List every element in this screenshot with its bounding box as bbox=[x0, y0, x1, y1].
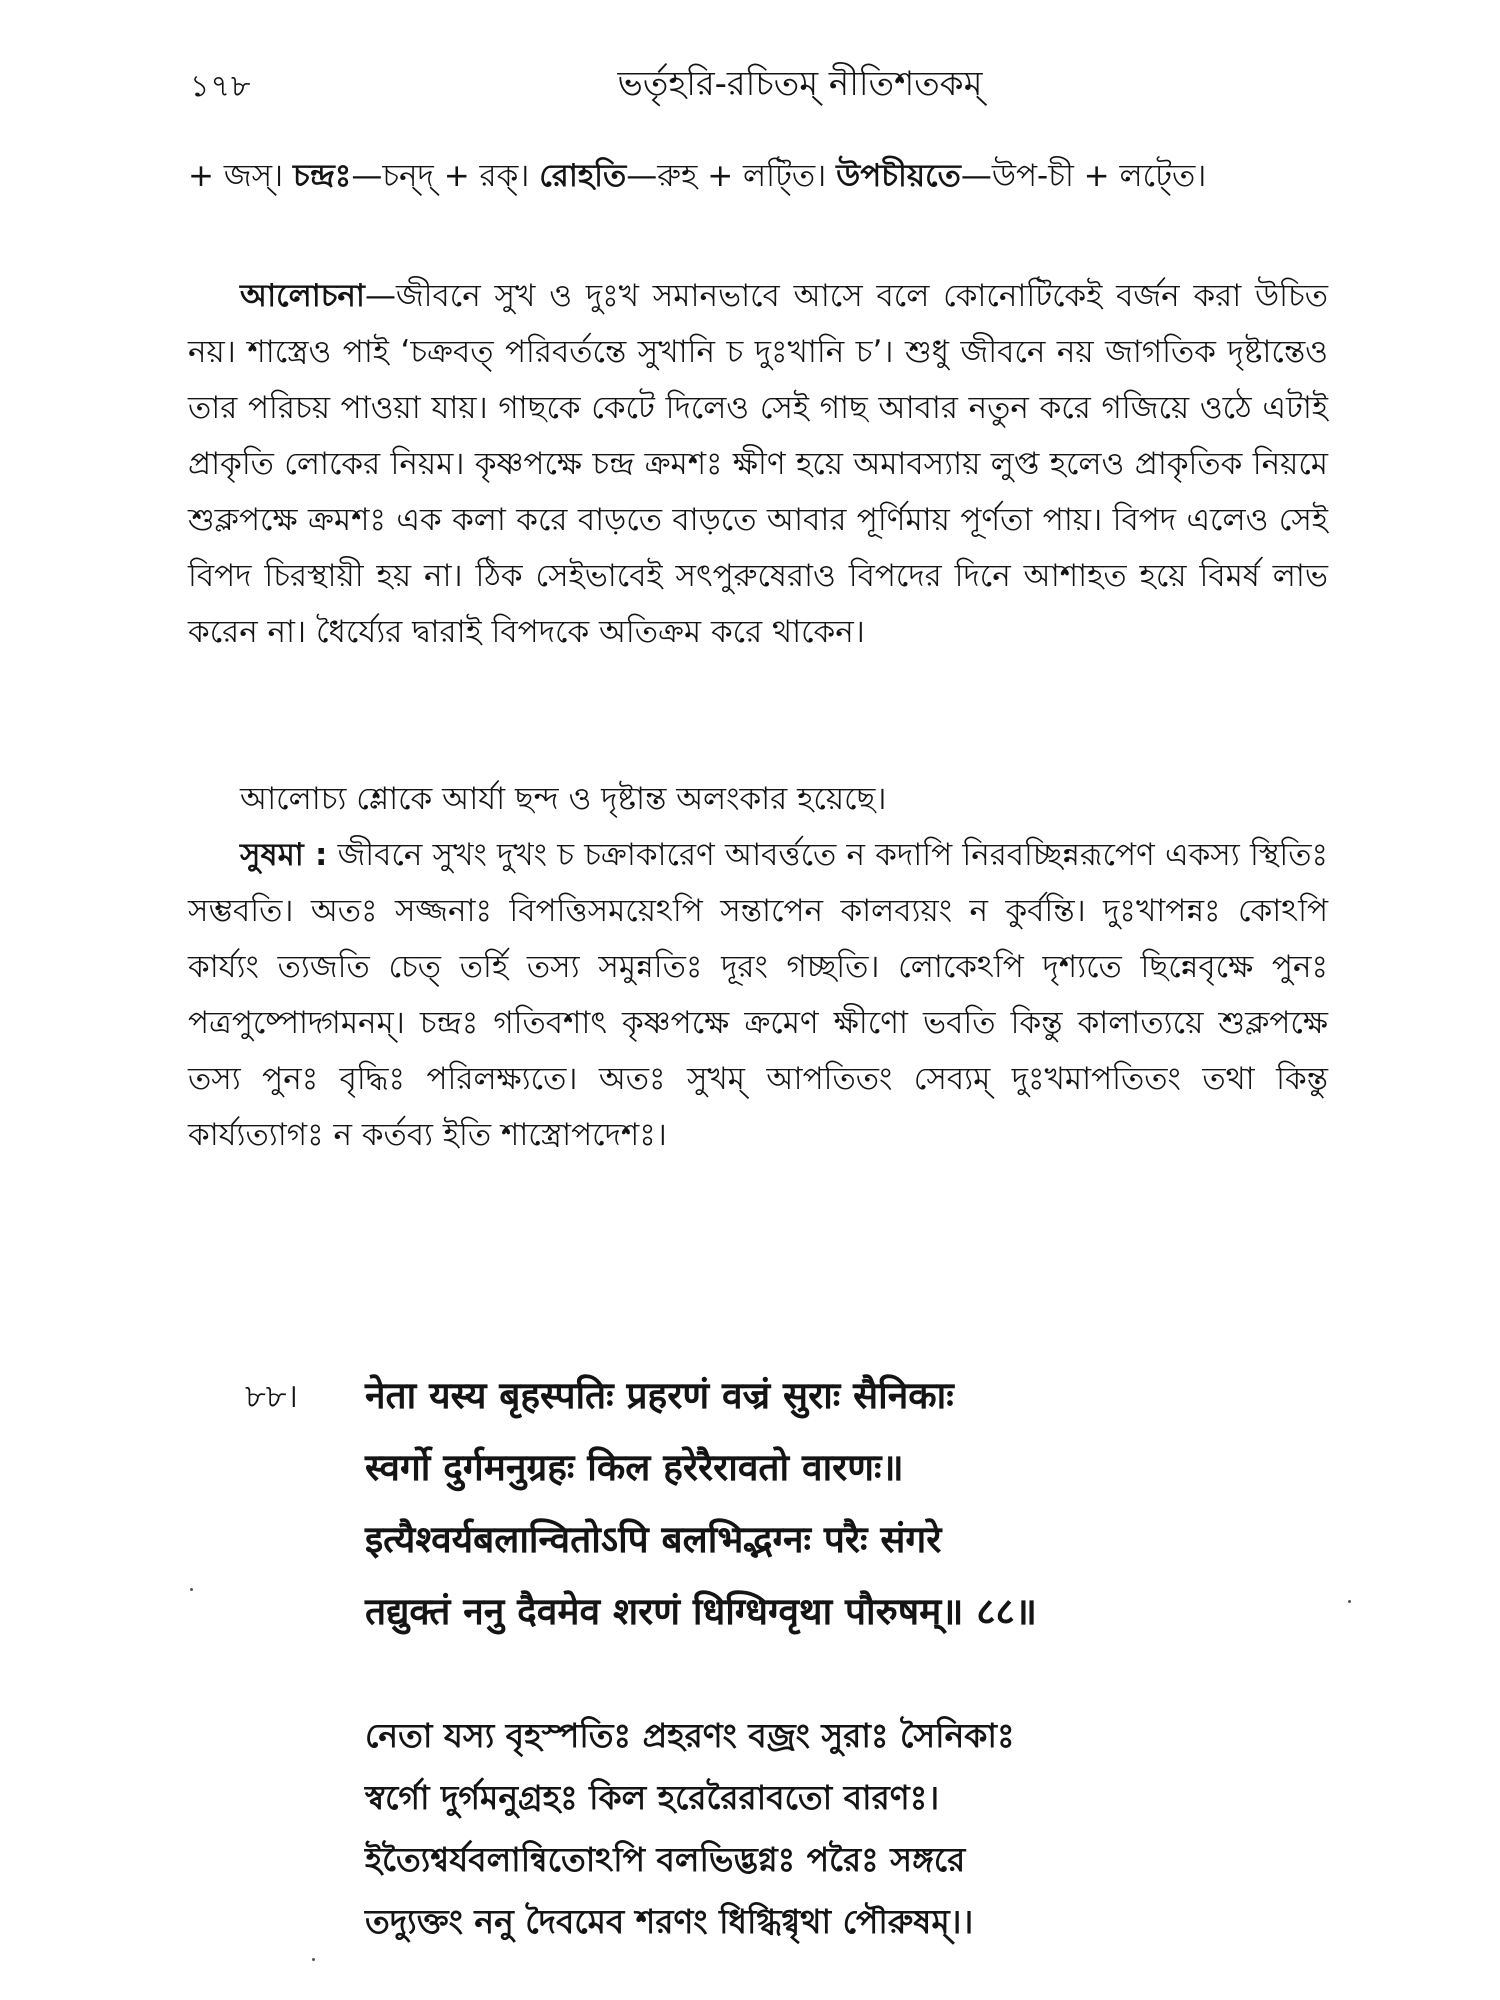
derivation-text: —উপ-চী + লট্তে। bbox=[960, 158, 1207, 194]
transliteration-line: তদ্যুক্তং ননু দৈবমেব শরণং ধিগ্ধিগ্বৃথা পৌরুষম্।। bbox=[365, 1902, 974, 1941]
verse-line: इत्यैश्वर्यबलान्वितोऽपि बलभिद्भग्नः परैः संगरे bbox=[365, 1518, 942, 1561]
derivation-term: উপচীয়তে bbox=[836, 158, 961, 194]
bengali-transliteration bbox=[365, 1705, 1265, 1953]
discussion-text: —জীবনে সুখ ও দুঃখ সমানভাবে আসে বলে কোনোটিকেই বর্জন করা উচিত নয়। শাস্ত্রেও পাই ‘চক্রবত্ পরিবর্তন্তে সুখানি চ দুঃখানি চ’। শুধু জীবনে নয় জাগতিক দৃষ্টান্তেও তার পরিচয় পাওয়া যায়। গাছকে কেটে দিলেও সেই গাছ আবার নতুন করে গজিয়ে ওঠে এটাই প্রাকৃতি লোকের নিয়ম। কৃষ্ণপক্ষে চন্দ্র ক্রমশঃ ক্ষীণ হয়ে অমাবস্যায় লুপ্ত হলেও প্রাকৃতিক নিয়মে শুক্লপক্ষে ক্রমশঃ এক কলা করে বাড়তে বাড়তে আবার পূর্ণিমায় পূর্ণতা পায়। বিপদ এলেও সেই বিপদ চিরস্থায়ী হয় না। ঠিক সেইভাবেই সৎপুরুষেরাও বিপদের দিনে আশাহত হয়ে বিমর্ষ লাভ করেন না। ধৈর্য্যের দ্বারাই বিপদকে অতিক্রম করে থাকেন। bbox=[188, 278, 1328, 650]
print-speck bbox=[312, 1958, 315, 1961]
discussion-heading: আলোচনা bbox=[240, 278, 365, 314]
chhanda-text: আলোচ্য শ্লোকে আর্যা ছন্দ ও দৃষ্টান্ত অলংকার হয়েছে। bbox=[240, 781, 887, 817]
verse-number: ৮৮। bbox=[245, 1377, 298, 1415]
derivation-term: চন্দ্রঃ bbox=[292, 158, 352, 194]
derivation-term: রোহতি bbox=[539, 158, 627, 194]
verse-line: नेता यस्य बृहस्पतिः प्रहरणं वज्रं सुराः सैनिकाः bbox=[365, 1374, 954, 1417]
sushama-text: জীবনে সুখং দুখং চ চক্রাকারেণ আবর্ত্ততে ন কদাপি নিরবচ্ছিন্নরূপেণ একস্য স্থিতিঃ সম্ভবতি। অতঃ সজ্জনাঃ বিপত্তিসময়েঽপি সন্তাপেন কালব্যয়ং ন কুর্বন্তি। দুঃখাপন্নঃ কোঽপি কার্য্যং ত্যজতি চেত্ তর্হি তস্য সমুন্নতিঃ দূরং গচ্ছতি। লোকেঽপি দৃশ্যতে ছিন্নেবৃক্ষে পুনঃ পত্রপুষ্পোদ্গমনম্। চন্দ্রঃ গতিবশাৎ কৃষ্ণপক্ষে ক্রমেণ ক্ষীণো ভবতি কিন্তু কালাত্যয়ে শুক্লপক্ষে তস্য পুনঃ বৃদ্ধিঃ পরিলক্ষ্যতে। অতঃ সুখম্ আপতিতং সেব্যম্ দুঃখমাপতিতং তথা কিন্তু কার্য্যত্যাগঃ ন কর্তব্য ইতি শাস্ত্রোপদেশঃ। bbox=[188, 837, 1328, 1153]
discussion-paragraph bbox=[188, 268, 1328, 660]
word-derivation-paragraph bbox=[188, 148, 1328, 204]
derivation-text: —চন্দ্ + রক্। bbox=[351, 158, 540, 194]
transliteration-line: স্বর্গো দুর্গমনুগ্রহঃ কিল হরেরৈরাবতো বারণঃ। bbox=[365, 1778, 940, 1817]
verse-line: स्वर्गो दुर्गमनुग्रहः किल हरेरैरावतो वारणः॥ bbox=[365, 1446, 904, 1489]
page-number: ১৭৮ bbox=[190, 69, 252, 104]
verse-line: तद्युक्तं ननु दैवमेव शरणं धिग्धिग्वृथा पौरुषम्॥ ८८॥ bbox=[365, 1590, 1037, 1633]
chhanda-note bbox=[188, 771, 1328, 827]
sushama-heading: সুষমা : bbox=[240, 837, 328, 873]
print-speck bbox=[190, 1588, 193, 1591]
running-head-title: ভর্তৃহরি-রচিতম্ নীতিশতকম্ bbox=[617, 64, 983, 104]
sushama-paragraph bbox=[188, 827, 1328, 1163]
derivation-text: + জস্। bbox=[188, 158, 293, 194]
transliteration-line: নেতা যস্য বৃহস্পতিঃ প্রহরণং বজ্রং সুরাঃ সৈনিকাঃ bbox=[365, 1716, 1015, 1755]
verse-lines bbox=[365, 1360, 1345, 1648]
transliteration-line: ইত্যৈশ্বর্যবলান্বিতোঽপি বলভিদ্ভগ্নঃ পরৈঃ সঙ্গরে bbox=[365, 1840, 966, 1879]
derivation-text: —রুহ + লট্তি। bbox=[626, 158, 837, 194]
print-speck bbox=[1348, 1600, 1351, 1603]
